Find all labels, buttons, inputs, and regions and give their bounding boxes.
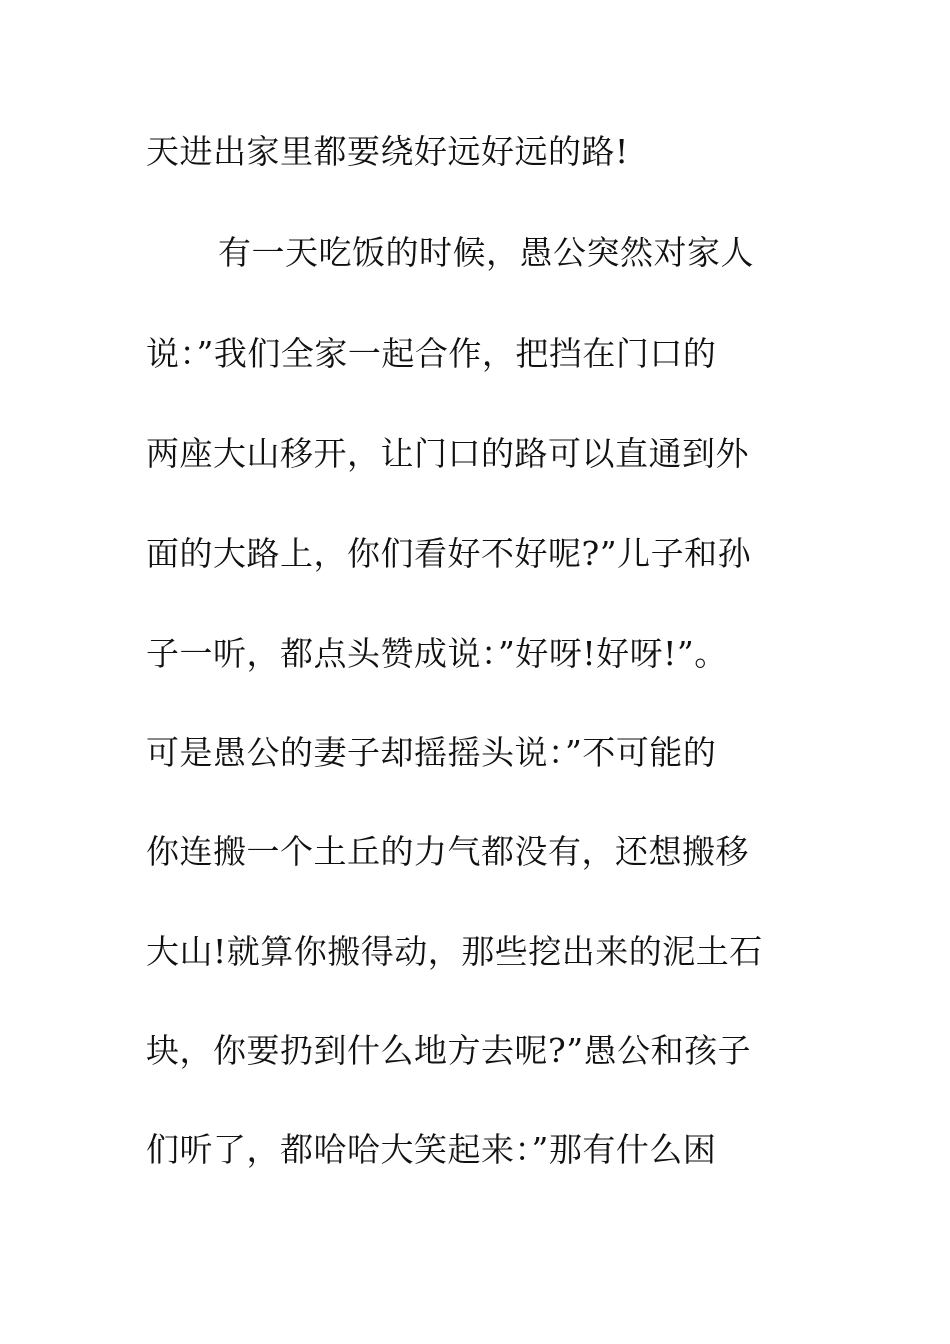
text-line-10: 块，你要扔到什么地方去呢?”愚公和孩子 [146,1031,752,1070]
text-line-5: 面的大路上，你们看好不好呢?”儿子和孙 [146,534,752,573]
text-line-1: 天进出家里都要绕好远好远的路! [146,132,629,171]
text-line-11: 们听了，都哈哈大笑起来：”那有什么困 [146,1130,717,1169]
text-line-8: 你连搬一个土丘的力气都没有，还想搬移 [146,832,749,871]
text-line-9: 大山!就算你搬得动，那些挖出来的泥土石 [146,932,763,971]
paragraph-start-line: 有一天吃饭的时候，愚公突然对家人 [218,233,754,272]
text-line-4: 两座大山移开，让门口的路可以直通到外 [146,434,749,473]
text-line-6: 子一听，都点头赞成说：”好呀!好呀!”。 [146,634,728,673]
text-line-7: 可是愚公的妻子却摇摇头说：”不可能的 [146,733,717,772]
text-line-3: 说：”我们全家一起合作，把挡在门口的 [146,334,717,373]
